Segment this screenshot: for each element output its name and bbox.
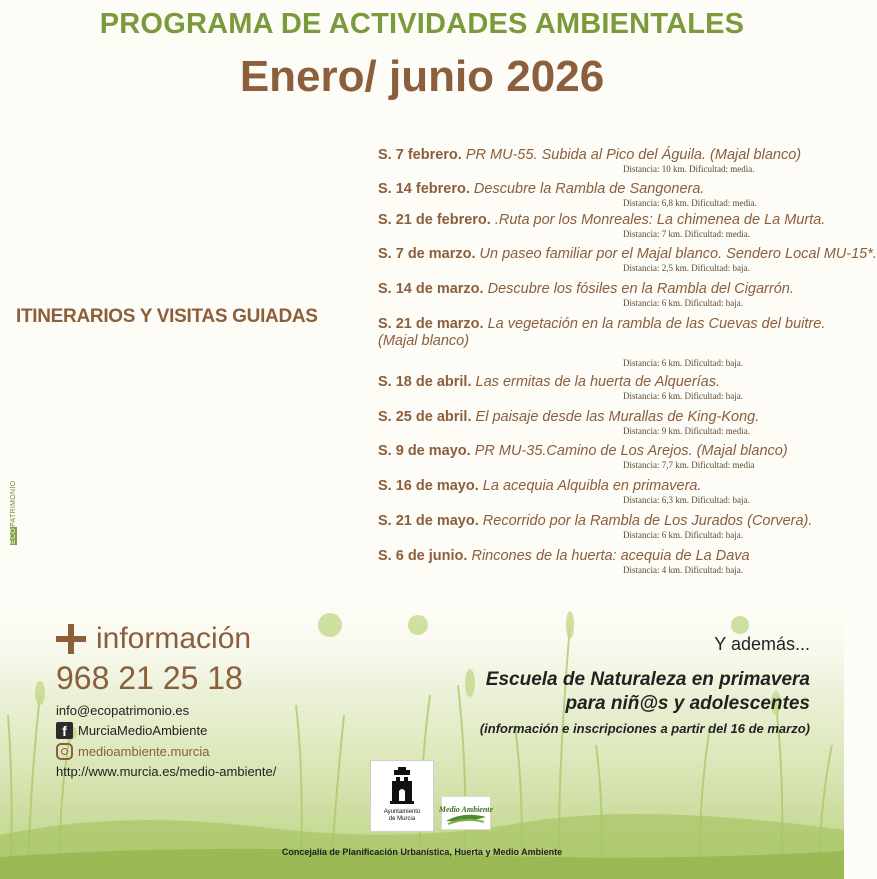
event-details: Distancia: 6 km. Dificultad: baja. <box>623 530 743 540</box>
medio-ambiente-logo <box>438 796 494 830</box>
event-title: .Ruta por los Monreales: La chimenea de La Murta. <box>494 212 826 228</box>
event-details: Distancia: 6,3 km. Dificultad: baja. <box>623 495 750 505</box>
event-date: S. 21 de febrero. <box>378 212 491 228</box>
section-heading: ITINERARIOS Y VISITAS GUIADAS <box>16 306 318 327</box>
event-title: Recorrido por la Rambla de Los Jurados (Corvera). <box>482 513 813 529</box>
facebook-row[interactable] <box>56 722 276 739</box>
event-title: PR MU-35.Camino de Los Arejos. (Majal blanco) <box>474 443 788 459</box>
event-date: S. 7 de marzo. <box>378 246 476 262</box>
side-brand: ECOPATRIMONIO <box>10 480 17 544</box>
event-title: Descubre la Rambla de Sangonera. <box>473 181 705 197</box>
instagram-icon <box>56 743 73 760</box>
website-link[interactable]: http://www.murcia.es/medio-ambiente/ <box>56 764 277 779</box>
event-item <box>378 316 838 368</box>
page-subtitle: Enero/ junio 2026 <box>239 52 605 101</box>
castle-crest-icon <box>388 767 416 807</box>
event-item <box>378 513 838 540</box>
phone-number: 968 21 25 18 <box>56 660 243 696</box>
event-date: S. 16 de mayo. <box>378 478 479 494</box>
event-date: S. 9 de mayo. <box>378 443 471 459</box>
event-date: S. 6 de junio. <box>378 548 468 564</box>
event-item <box>378 147 838 174</box>
event-title: El paisaje desde las Murallas de King-Kong. <box>475 409 760 425</box>
plus-icon <box>56 624 86 654</box>
event-details: Distancia: 9 km. Dificultad: media. <box>623 426 750 436</box>
medio-ambiente-text: Medio Ambiente <box>438 805 494 814</box>
event-date: S. 21 de marzo. <box>378 316 484 332</box>
event-details: Distancia: 6 km. Dificultad: baja. <box>623 391 743 401</box>
facebook-handle[interactable]: MurciaMedioAmbiente <box>78 723 208 738</box>
event-date: S. 18 de abril. <box>378 374 472 390</box>
event-item <box>378 374 838 401</box>
event-title: Un paseo familiar por el Majal blanco. Sendero Local MU-15*. <box>479 246 877 262</box>
event-details: Distancia: 2,5 km. Dificultad: baja. <box>623 263 750 273</box>
school-note: (información e inscripciones a partir del 16 de marzo) <box>479 721 810 736</box>
event-details: Distancia: 6,8 km. Dificultad: media. <box>623 198 757 208</box>
event-date: S. 21 de mayo. <box>378 513 479 529</box>
event-title: Descubre los fósiles en la Rambla del Cigarrón. <box>487 281 794 297</box>
event-title: Rincones de la huerta: acequia de La Dava <box>471 548 750 564</box>
event-date: S. 14 febrero. <box>378 181 470 197</box>
facebook-icon: f <box>56 722 73 739</box>
event-details: Distancia: 4 km. Dificultad: baja. <box>623 565 743 575</box>
event-title: PR MU-55. Subida al Pico del Águila. (Majal blanco) <box>465 147 802 163</box>
event-date: S. 14 de marzo. <box>378 281 484 297</box>
event-title: La acequia Alquibla en primavera. <box>482 478 702 494</box>
footer-credit: Concejalía de Planificación Urbanística, Huerta y Medio Ambiente <box>281 847 563 857</box>
ademas-label: Y además... <box>714 634 810 654</box>
event-item <box>378 281 838 308</box>
event-item <box>378 548 838 575</box>
event-title: Las ermitas de la huerta de Alquerías. <box>475 374 721 390</box>
event-date: S. 25 de abril. <box>378 409 472 425</box>
instagram-row[interactable] <box>56 743 276 760</box>
info-block <box>56 622 276 779</box>
event-title: La vegetación en la rambla de las Cuevas del buitre. (Majal blanco) <box>378 316 826 349</box>
event-details: Distancia: 10 km. Dificultad: media. <box>623 164 755 174</box>
ayuntamiento-logo <box>370 760 434 832</box>
ademas-block <box>480 634 810 736</box>
event-item <box>378 409 838 436</box>
event-details: Distancia: 7,7 km. Dificultad: media <box>623 460 755 470</box>
event-item <box>378 181 838 208</box>
event-details: Distancia: 7 km. Dificultad: media. <box>623 229 750 239</box>
page-title: PROGRAMA DE ACTIVIDADES AMBIENTALES <box>99 8 745 40</box>
event-item <box>378 443 838 470</box>
instagram-handle[interactable]: medioambiente.murcia <box>78 744 210 759</box>
info-heading <box>56 622 276 656</box>
email-link[interactable]: info@ecopatrimonio.es <box>56 703 190 718</box>
school-subtitle: para niñ@s y adolescentes <box>565 693 810 714</box>
info-label: información <box>96 622 252 655</box>
ayuntamiento-text: Ayuntamiento de Murcia <box>383 809 421 822</box>
event-date: S. 7 febrero. <box>378 147 462 163</box>
event-details: Distancia: 6 km. Dificultad: baja. <box>623 358 743 368</box>
event-item <box>378 212 838 239</box>
event-item <box>378 246 877 273</box>
event-item <box>378 478 838 505</box>
event-details: Distancia: 6 km. Dificultad: baja. <box>623 298 743 308</box>
school-title: Escuela de Naturaleza en primavera <box>485 669 810 690</box>
